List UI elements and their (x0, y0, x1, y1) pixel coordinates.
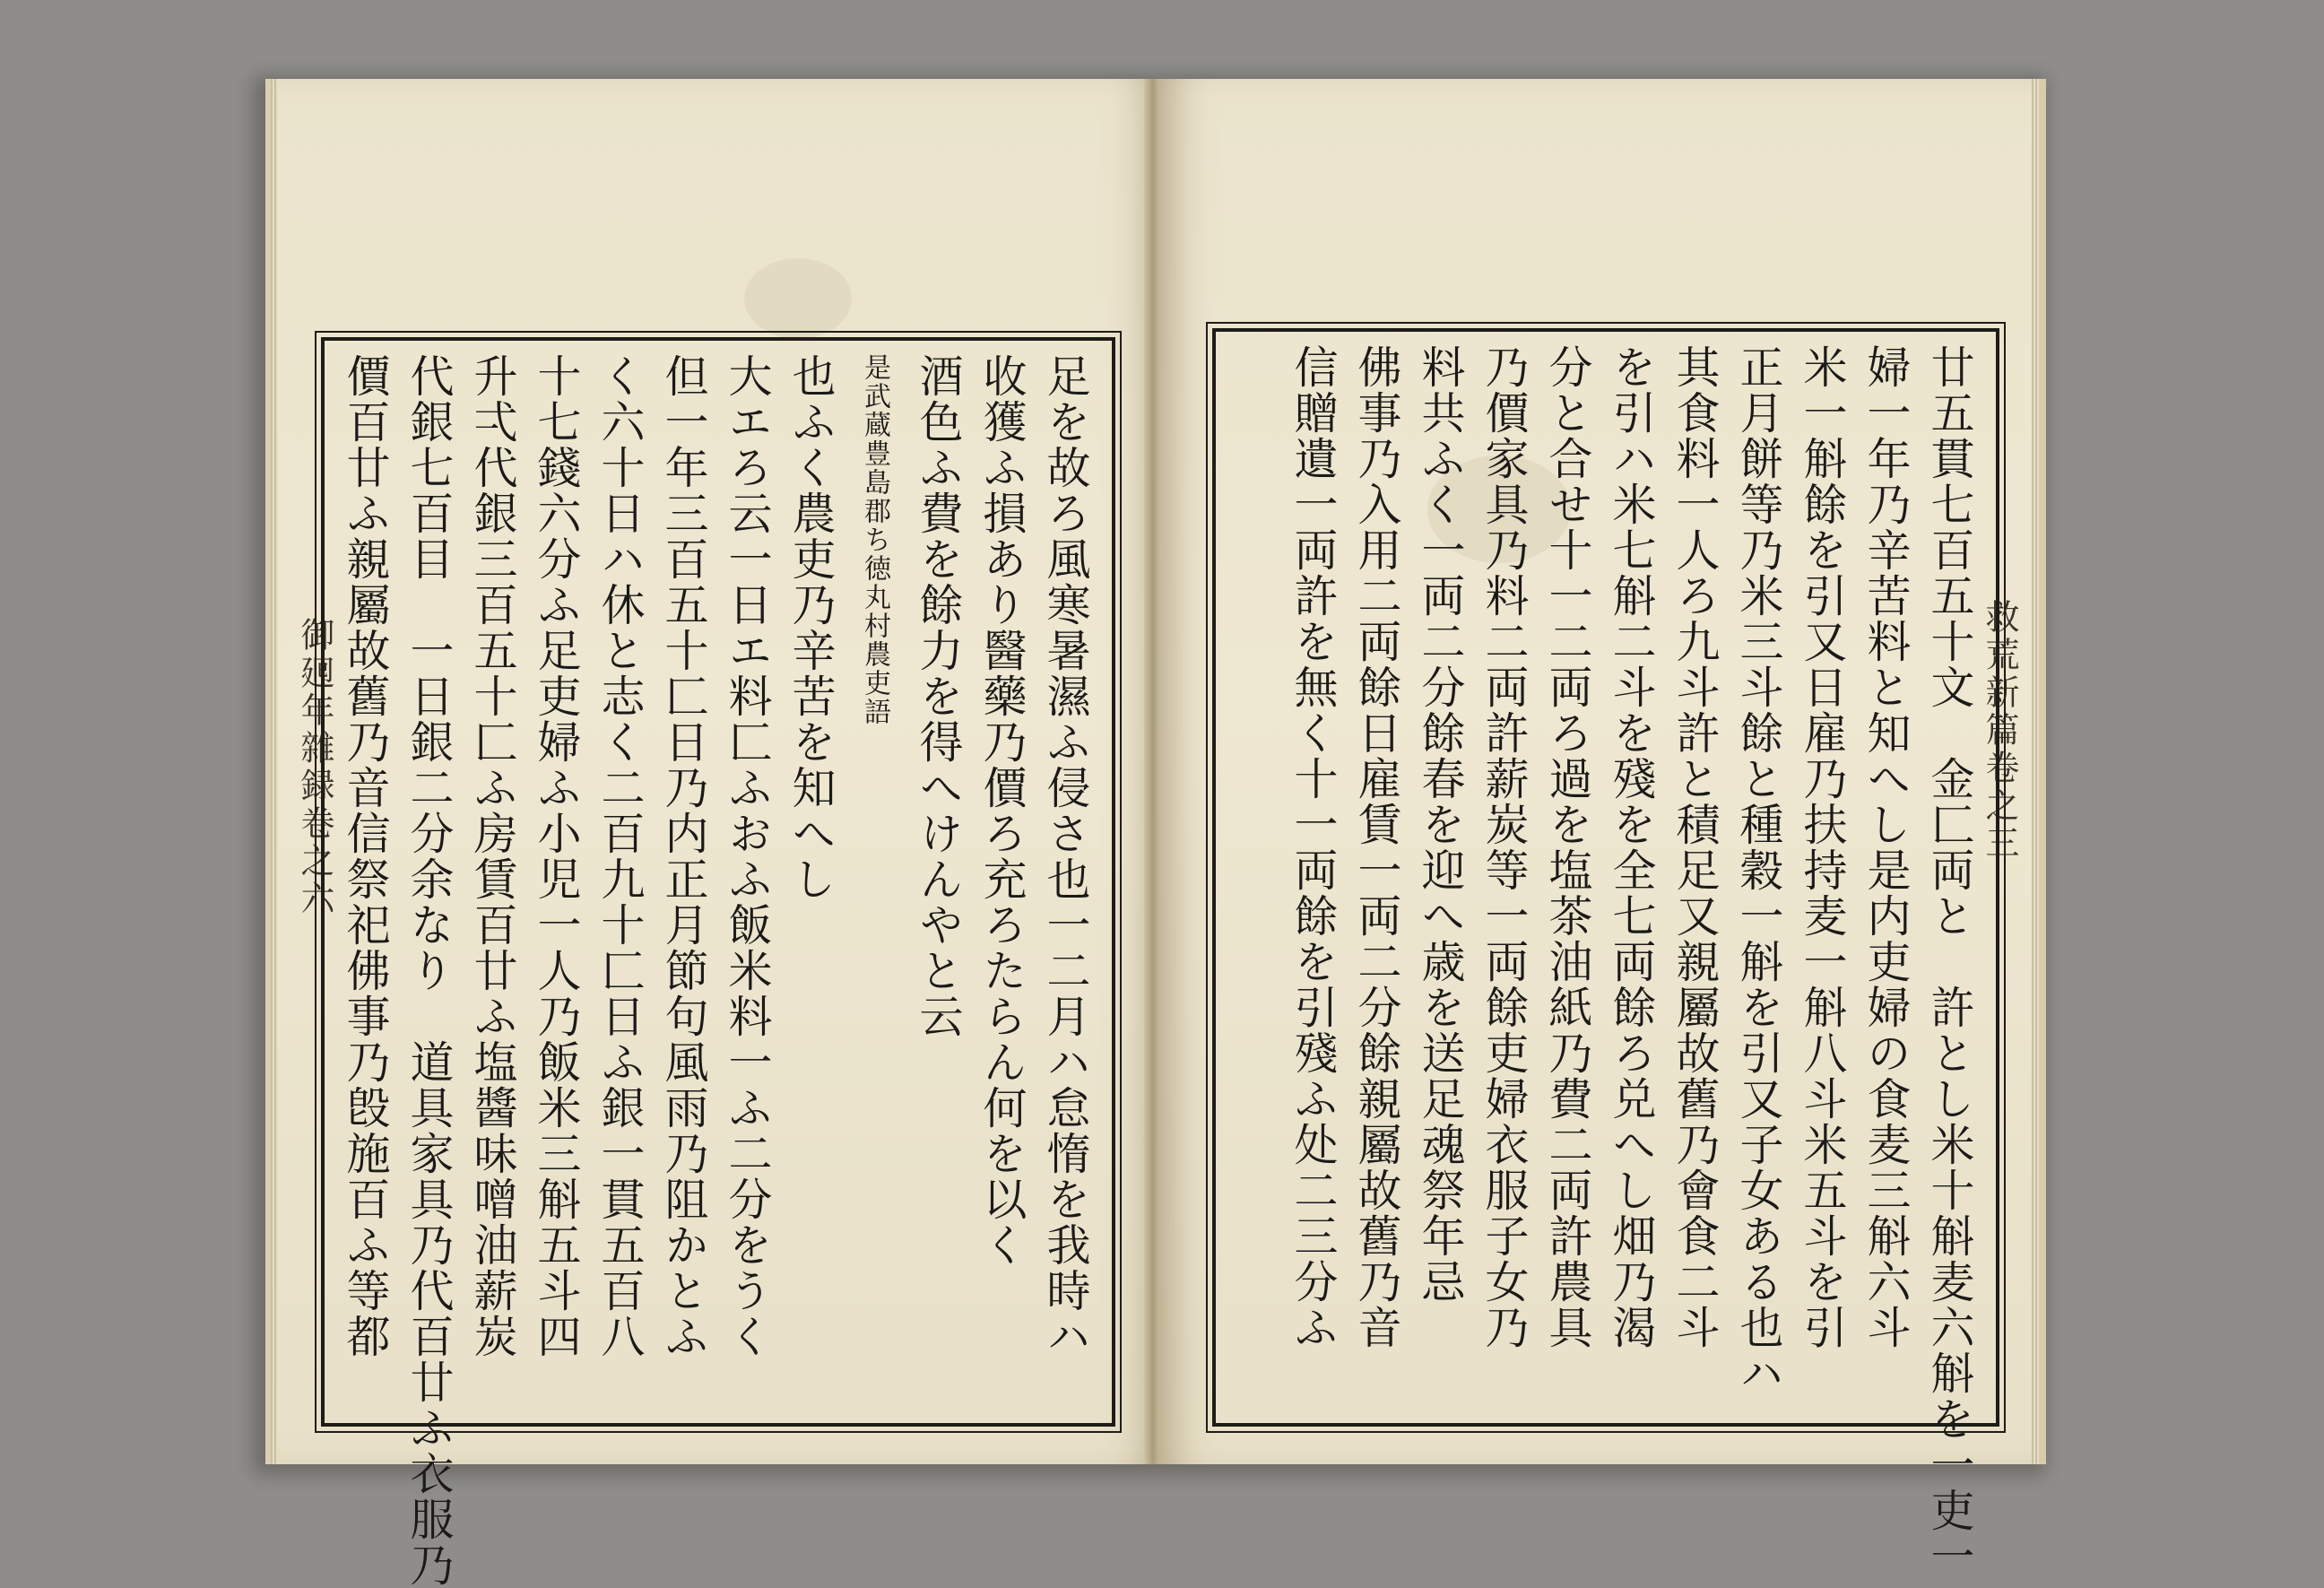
right-page (1158, 79, 2046, 1579)
text-column: 其食料一人ろ九斗許と積足又親屬故舊乃會食二斗 (1669, 344, 1721, 1350)
text-column: を引ハ米七斛二斗を殘を全七両餘ろ兑へし畑乃渴 (1606, 344, 1657, 1350)
right-text-block (1230, 344, 1981, 1579)
text-column: 分と合せ十一二両ろ過を塩茶油紙乃費二両許農具 (1542, 344, 1593, 1350)
text-column: 米一斛餘を引又日雇乃扶持麦一斛八斗米五斗を引 (1797, 344, 1848, 1350)
text-column-annotation: 是武蔵豊島郡ち徳丸村農吏語 (859, 353, 890, 726)
text-column: 正月餅等乃米三斗餘と種穀一斛を引又子女ある也ハ (1733, 344, 1784, 1396)
page-edge (271, 79, 278, 1464)
text-column: 收獲ふ損あり醫藥乃價ろ充ろたらん何を以く (976, 353, 1028, 1268)
text-column: 佛事乃入用二両餘日雇賃一両二分餘親屬故舊乃音 (1351, 344, 1402, 1350)
left-running-head: 御𢌞年雜録卷之六 (295, 617, 334, 918)
text-column: 代銀七百目 一日銀二分余なり 道具家具乃代百廿ふ衣服乃 (403, 353, 455, 1588)
left-page (265, 79, 1162, 1588)
text-column: 足を故ろ風寒暑濕ふ侵さ也一二月ハ怠惰を我時ハ (1040, 353, 1091, 1359)
left-text-block (339, 353, 1097, 1588)
text-column: 酒色ふ費を餘力を得へけんやと云 (913, 353, 964, 1039)
text-column: 也ふく農吏乃辛苦を知へし (785, 353, 837, 902)
left-text-frame (321, 337, 1115, 1588)
text-column: 乃價家具乃料二両許薪炭等一両餘吏婦衣服子女乃 (1479, 344, 1530, 1350)
text-column: 信贈遺一両許を無く十一両餘を引殘ふ处二三分ふ (1288, 344, 1339, 1350)
text-column: 婦一年乃辛苦料と知へし是内吏婦の食麦三斛六斗 (1860, 344, 1912, 1350)
page-edge (2032, 79, 2039, 1464)
text-column: く六十日ハ休と志く二百九十匚日ふ銀一貫五百八 (594, 353, 646, 1359)
text-column: 價百廿ふ親屬故舊乃音信祭祀佛事乃𣪘施百ふ等都 (340, 353, 391, 1359)
text-column: 但一年三百五十匚日乃内正月節句風雨乃阻かとふ (658, 353, 709, 1359)
right-text-frame (1212, 328, 1999, 1579)
text-column: 升弌代銀三百五十匚ふ房賃百廿ふ塩醬味噌油薪炭 (467, 353, 518, 1359)
text-column: 十七錢六分ふ足吏婦ふ小児一人乃飯米三斛五斗四 (531, 353, 582, 1359)
text-column: 大エろ云一日エ料匚ふおふ飯米料一ふ二分をうく (722, 353, 773, 1359)
right-running-head: 救荒新篇卷之三 (1980, 599, 2019, 863)
text-column: 料共ふく一両二分餘春を迎へ歳を送足魂祭年忌 (1415, 344, 1466, 1305)
paper-stain (744, 258, 852, 339)
text-column: 廿五貫七百五十文 金匚両と 許とし米十斛麦六斛を一吏一 (1924, 344, 1975, 1579)
